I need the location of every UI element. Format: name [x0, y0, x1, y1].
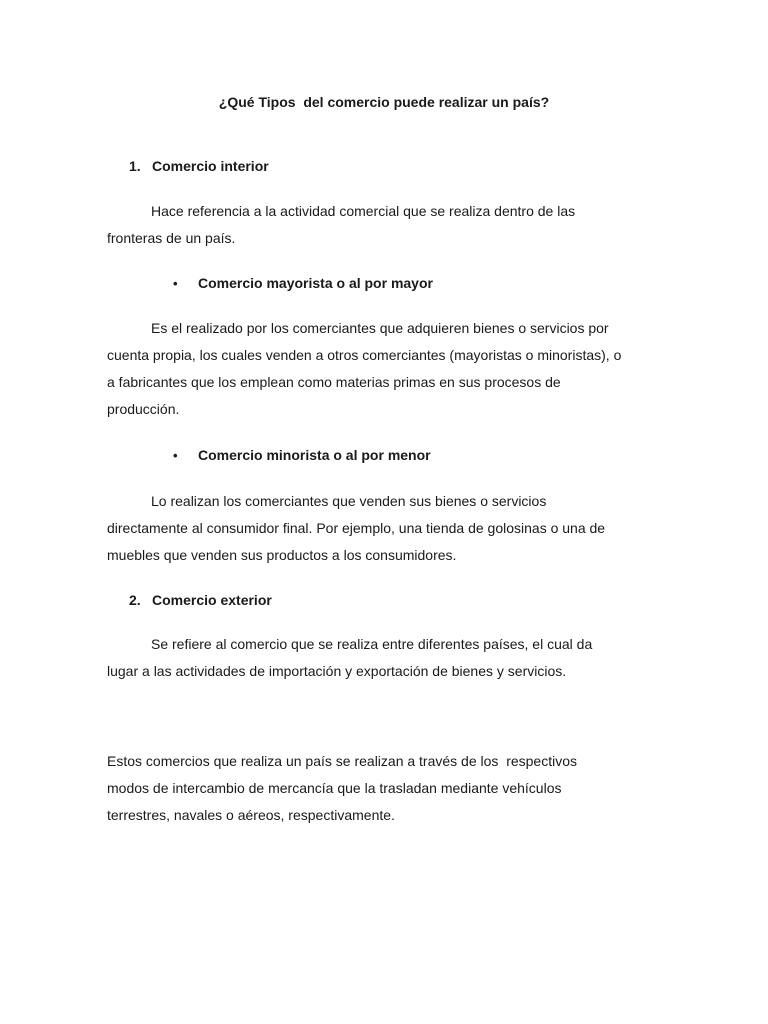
paragraph-line: terrestres, navales o aéreos, respectivamente.: [107, 807, 395, 823]
section-title: Comercio exterior: [152, 592, 272, 608]
subsection-heading-mayorista: [173, 274, 433, 293]
paragraph-comercio-exterior: [107, 631, 667, 685]
paragraph-comercio-interior: [107, 198, 667, 252]
paragraph-line: Hace referencia a la actividad comercial que se realiza dentro de las: [151, 203, 576, 219]
paragraph-line: fronteras de un país.: [107, 230, 236, 246]
paragraph-line: producción.: [107, 401, 180, 417]
paragraph-line: Se refiere al comercio que se realiza entre diferentes países, el cual da: [151, 636, 593, 652]
paragraph-line: cuenta propia, los cuales venden a otros comerciantes (mayoristas o minoristas), o: [107, 347, 622, 363]
paragraph-line: directamente al consumidor final. Por ejemplo, una tienda de golosinas o una de: [107, 520, 606, 536]
closing-paragraph: [107, 748, 667, 829]
section-title: Comercio interior: [152, 158, 269, 174]
bullet-icon: •: [173, 448, 178, 463]
paragraph-line: a fabricantes que los emplean como materias primas en sus procesos de: [107, 374, 561, 390]
section-number: 1.: [129, 158, 141, 174]
bullet-icon: •: [173, 276, 178, 291]
paragraph-line: modos de intercambio de mercancía que la trasladan mediante vehículos: [107, 780, 562, 796]
paragraph-mayorista: [107, 315, 667, 423]
section-heading-comercio-interior: [129, 157, 269, 175]
subsection-heading-minorista: [173, 446, 431, 465]
subsection-title: Comercio minorista o al por menor: [198, 447, 431, 463]
document-title: ¿Qué Tipos del comercio puede realizar un país?: [218, 94, 550, 110]
paragraph-line: Lo realizan los comerciantes que venden sus bienes o servicios: [151, 493, 547, 509]
paragraph-line: muebles que venden sus productos a los consumidores.: [107, 547, 457, 563]
subsection-title: Comercio mayorista o al por mayor: [198, 275, 433, 291]
paragraph-line: lugar a las actividades de importación y exportación de bienes y servicios.: [107, 663, 567, 679]
section-number: 2.: [129, 592, 141, 608]
paragraph-line: Es el realizado por los comerciantes que adquieren bienes o servicios por: [151, 320, 609, 336]
section-heading-comercio-exterior: [129, 591, 272, 609]
paragraph-line: Estos comercios que realiza un país se realizan a través de los respectivos: [107, 753, 578, 769]
paragraph-minorista: [107, 488, 667, 569]
